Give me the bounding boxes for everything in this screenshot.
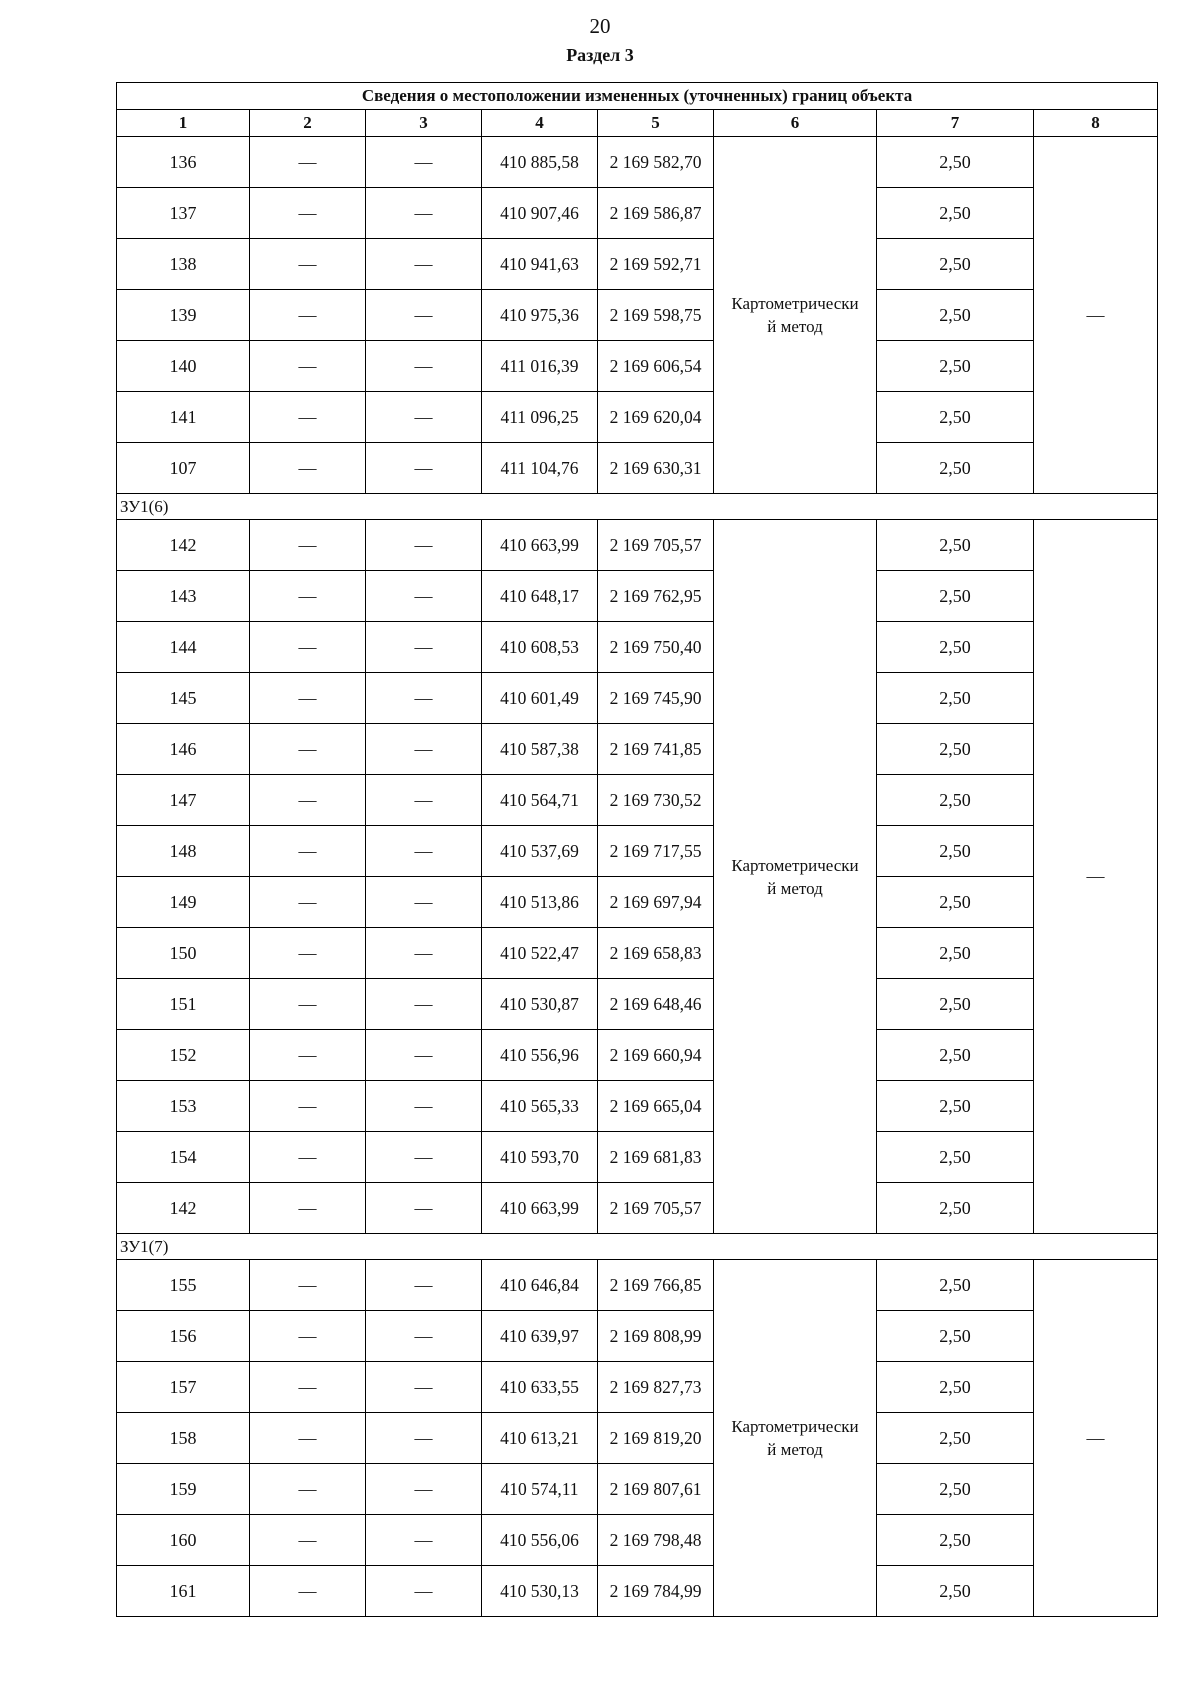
accuracy-cell: 2,50 <box>877 1311 1034 1362</box>
table-row <box>117 979 1158 1030</box>
point-number-cell: 146 <box>117 724 250 775</box>
column-3-cell: — <box>366 826 482 877</box>
x-coordinate-cell: 410 601,49 <box>482 673 598 724</box>
column-3-cell: — <box>366 775 482 826</box>
section-title: Раздел 3 <box>566 45 634 65</box>
column-2-cell: — <box>250 137 366 188</box>
column-3-cell: — <box>366 1464 482 1515</box>
point-number-cell: 150 <box>117 928 250 979</box>
column-2-cell: — <box>250 392 366 443</box>
table-title: Сведения о местоположении измененных (уточненных) границ объекта <box>117 83 1158 110</box>
accuracy-cell: 2,50 <box>877 1515 1034 1566</box>
column-3-cell: — <box>366 239 482 290</box>
point-number-cell: 151 <box>117 979 250 1030</box>
y-coordinate-cell: 2 169 762,95 <box>598 571 714 622</box>
x-coordinate-cell: 410 941,63 <box>482 239 598 290</box>
column-number: 4 <box>482 110 598 137</box>
table-body <box>117 137 1158 1617</box>
column-number: 1 <box>117 110 250 137</box>
method-text-line: Картометрически <box>731 855 859 875</box>
x-coordinate-cell: 410 608,53 <box>482 622 598 673</box>
y-coordinate-cell: 2 169 705,57 <box>598 1183 714 1234</box>
column-2-cell: — <box>250 1260 366 1311</box>
column-3-cell: — <box>366 877 482 928</box>
column-2-cell: — <box>250 826 366 877</box>
column-2-cell: — <box>250 239 366 290</box>
point-number-cell: 136 <box>117 137 250 188</box>
x-coordinate-cell: 411 016,39 <box>482 341 598 392</box>
method-cell <box>714 137 877 494</box>
column-3-cell: — <box>366 1260 482 1311</box>
accuracy-cell: 2,50 <box>877 1362 1034 1413</box>
y-coordinate-cell: 2 169 798,48 <box>598 1515 714 1566</box>
column-3-cell: — <box>366 979 482 1030</box>
page-number: 20 <box>589 14 611 38</box>
column-2-cell: — <box>250 1311 366 1362</box>
column-2-cell: — <box>250 622 366 673</box>
y-coordinate-cell: 2 169 766,85 <box>598 1260 714 1311</box>
column-2-cell: — <box>250 1362 366 1413</box>
x-coordinate-cell: 410 574,11 <box>482 1464 598 1515</box>
accuracy-cell: 2,50 <box>877 137 1034 188</box>
accuracy-cell: 2,50 <box>877 1260 1034 1311</box>
point-number-cell: 153 <box>117 1081 250 1132</box>
x-coordinate-cell: 410 593,70 <box>482 1132 598 1183</box>
column-3-cell: — <box>366 137 482 188</box>
column-2-cell: — <box>250 1515 366 1566</box>
x-coordinate-cell: 410 530,13 <box>482 1566 598 1617</box>
y-coordinate-cell: 2 169 658,83 <box>598 928 714 979</box>
y-coordinate-cell: 2 169 827,73 <box>598 1362 714 1413</box>
point-number-cell: 161 <box>117 1566 250 1617</box>
y-coordinate-cell: 2 169 586,87 <box>598 188 714 239</box>
column-2-cell: — <box>250 1081 366 1132</box>
table-row <box>117 392 1158 443</box>
point-number-cell: 144 <box>117 622 250 673</box>
group-header-row <box>117 494 1158 520</box>
column-2-cell: — <box>250 1464 366 1515</box>
column-2-cell: — <box>250 928 366 979</box>
accuracy-cell: 2,50 <box>877 392 1034 443</box>
table-row <box>117 137 1158 188</box>
column-2-cell: — <box>250 520 366 571</box>
point-number-cell: 107 <box>117 443 250 494</box>
accuracy-cell: 2,50 <box>877 775 1034 826</box>
point-number-cell: 156 <box>117 1311 250 1362</box>
column-3-cell: — <box>366 1566 482 1617</box>
y-coordinate-cell: 2 169 750,40 <box>598 622 714 673</box>
table-row <box>117 1030 1158 1081</box>
method-text-line: й метод <box>767 1440 823 1459</box>
column-2-cell: — <box>250 188 366 239</box>
column-2-cell: — <box>250 1030 366 1081</box>
accuracy-cell: 2,50 <box>877 928 1034 979</box>
point-number-cell: 139 <box>117 290 250 341</box>
method-text-line: й метод <box>767 317 823 336</box>
column-2-cell: — <box>250 1132 366 1183</box>
point-number-cell: 148 <box>117 826 250 877</box>
column-3-cell: — <box>366 1030 482 1081</box>
table-row <box>117 443 1158 494</box>
point-number-cell: 143 <box>117 571 250 622</box>
table-row <box>117 341 1158 392</box>
column-3-cell: — <box>366 1413 482 1464</box>
point-number-cell: 155 <box>117 1260 250 1311</box>
column-3-cell: — <box>366 188 482 239</box>
point-number-cell: 158 <box>117 1413 250 1464</box>
method-text-line: й метод <box>767 878 823 898</box>
table-row <box>117 622 1158 673</box>
accuracy-cell: 2,50 <box>877 826 1034 877</box>
y-coordinate-cell: 2 169 784,99 <box>598 1566 714 1617</box>
x-coordinate-cell: 411 104,76 <box>482 443 598 494</box>
table-row <box>117 188 1158 239</box>
point-number-cell: 154 <box>117 1132 250 1183</box>
table-row <box>117 571 1158 622</box>
y-coordinate-cell: 2 169 681,83 <box>598 1132 714 1183</box>
column-number: 3 <box>366 110 482 137</box>
y-coordinate-cell: 2 169 807,61 <box>598 1464 714 1515</box>
column-3-cell: — <box>366 1132 482 1183</box>
method-cell <box>714 520 877 1234</box>
table-row <box>117 1260 1158 1311</box>
x-coordinate-cell: 410 646,84 <box>482 1260 598 1311</box>
x-coordinate-cell: 410 564,71 <box>482 775 598 826</box>
column-number: 8 <box>1034 110 1158 137</box>
method-cell <box>714 1260 877 1617</box>
column-3-cell: — <box>366 622 482 673</box>
accuracy-cell: 2,50 <box>877 979 1034 1030</box>
column-3-cell: — <box>366 443 482 494</box>
y-coordinate-cell: 2 169 705,57 <box>598 520 714 571</box>
x-coordinate-cell: 410 556,96 <box>482 1030 598 1081</box>
table-row <box>117 928 1158 979</box>
table-row <box>117 1515 1158 1566</box>
accuracy-cell: 2,50 <box>877 290 1034 341</box>
point-number-cell: 159 <box>117 1464 250 1515</box>
accuracy-cell: 2,50 <box>877 877 1034 928</box>
column-3-cell: — <box>366 928 482 979</box>
table-row <box>117 724 1158 775</box>
table-row <box>117 1081 1158 1132</box>
point-number-cell: 137 <box>117 188 250 239</box>
y-coordinate-cell: 2 169 630,31 <box>598 443 714 494</box>
x-coordinate-cell: 410 907,46 <box>482 188 598 239</box>
point-number-cell: 142 <box>117 520 250 571</box>
point-number-cell: 160 <box>117 1515 250 1566</box>
group-label: ЗУ1(6) <box>117 494 1158 520</box>
y-coordinate-cell: 2 169 741,85 <box>598 724 714 775</box>
accuracy-cell: 2,50 <box>877 1413 1034 1464</box>
column-number: 7 <box>877 110 1034 137</box>
method-text-line: Картометрически <box>731 1417 859 1436</box>
column-3-cell: — <box>366 1183 482 1234</box>
table-row <box>117 826 1158 877</box>
column-3-cell: — <box>366 571 482 622</box>
y-coordinate-cell: 2 169 620,04 <box>598 392 714 443</box>
table-row <box>117 520 1158 571</box>
accuracy-cell: 2,50 <box>877 571 1034 622</box>
point-number-cell: 145 <box>117 673 250 724</box>
x-coordinate-cell: 410 556,06 <box>482 1515 598 1566</box>
column-8-cell: — <box>1034 1260 1158 1617</box>
y-coordinate-cell: 2 169 697,94 <box>598 877 714 928</box>
column-number: 6 <box>714 110 877 137</box>
column-3-cell: — <box>366 673 482 724</box>
column-2-cell: — <box>250 1413 366 1464</box>
column-8-cell: — <box>1034 520 1158 1234</box>
y-coordinate-cell: 2 169 730,52 <box>598 775 714 826</box>
point-number-cell: 141 <box>117 392 250 443</box>
column-3-cell: — <box>366 1311 482 1362</box>
x-coordinate-cell: 410 537,69 <box>482 826 598 877</box>
accuracy-cell: 2,50 <box>877 1183 1034 1234</box>
table-row <box>117 1183 1158 1234</box>
table-row <box>117 1413 1158 1464</box>
point-number-cell: 157 <box>117 1362 250 1413</box>
y-coordinate-cell: 2 169 592,71 <box>598 239 714 290</box>
y-coordinate-cell: 2 169 819,20 <box>598 1413 714 1464</box>
accuracy-cell: 2,50 <box>877 1030 1034 1081</box>
accuracy-cell: 2,50 <box>877 520 1034 571</box>
accuracy-cell: 2,50 <box>877 1081 1034 1132</box>
column-number-row <box>117 110 1158 137</box>
accuracy-cell: 2,50 <box>877 724 1034 775</box>
accuracy-cell: 2,50 <box>877 673 1034 724</box>
table-row <box>117 1362 1158 1413</box>
x-coordinate-cell: 410 587,38 <box>482 724 598 775</box>
column-3-cell: — <box>366 392 482 443</box>
x-coordinate-cell: 411 096,25 <box>482 392 598 443</box>
x-coordinate-cell: 410 663,99 <box>482 520 598 571</box>
x-coordinate-cell: 410 522,47 <box>482 928 598 979</box>
point-number-cell: 149 <box>117 877 250 928</box>
column-2-cell: — <box>250 571 366 622</box>
accuracy-cell: 2,50 <box>877 341 1034 392</box>
point-number-cell: 142 <box>117 1183 250 1234</box>
column-2-cell: — <box>250 877 366 928</box>
x-coordinate-cell: 410 633,55 <box>482 1362 598 1413</box>
y-coordinate-cell: 2 169 648,46 <box>598 979 714 1030</box>
x-coordinate-cell: 410 613,21 <box>482 1413 598 1464</box>
method-text-line: Картометрически <box>731 294 859 313</box>
table-row <box>117 877 1158 928</box>
point-number-cell: 152 <box>117 1030 250 1081</box>
point-number-cell: 147 <box>117 775 250 826</box>
column-3-cell: — <box>366 520 482 571</box>
accuracy-cell: 2,50 <box>877 622 1034 673</box>
column-2-cell: — <box>250 775 366 826</box>
point-number-cell: 138 <box>117 239 250 290</box>
accuracy-cell: 2,50 <box>877 1132 1034 1183</box>
column-2-cell: — <box>250 1566 366 1617</box>
y-coordinate-cell: 2 169 598,75 <box>598 290 714 341</box>
x-coordinate-cell: 410 513,86 <box>482 877 598 928</box>
group-label: ЗУ1(7) <box>117 1234 1158 1260</box>
column-number: 2 <box>250 110 366 137</box>
x-coordinate-cell: 410 639,97 <box>482 1311 598 1362</box>
y-coordinate-cell: 2 169 665,04 <box>598 1081 714 1132</box>
y-coordinate-cell: 2 169 745,90 <box>598 673 714 724</box>
column-2-cell: — <box>250 979 366 1030</box>
column-2-cell: — <box>250 1183 366 1234</box>
column-3-cell: — <box>366 290 482 341</box>
x-coordinate-cell: 410 565,33 <box>482 1081 598 1132</box>
y-coordinate-cell: 2 169 660,94 <box>598 1030 714 1081</box>
column-3-cell: — <box>366 341 482 392</box>
column-3-cell: — <box>366 1362 482 1413</box>
table-row <box>117 1566 1158 1617</box>
y-coordinate-cell: 2 169 606,54 <box>598 341 714 392</box>
column-2-cell: — <box>250 290 366 341</box>
x-coordinate-cell: 410 663,99 <box>482 1183 598 1234</box>
accuracy-cell: 2,50 <box>877 1566 1034 1617</box>
column-3-cell: — <box>366 724 482 775</box>
accuracy-cell: 2,50 <box>877 188 1034 239</box>
point-number-cell: 140 <box>117 341 250 392</box>
table-row <box>117 1464 1158 1515</box>
table-row <box>117 239 1158 290</box>
column-2-cell: — <box>250 341 366 392</box>
y-coordinate-cell: 2 169 582,70 <box>598 137 714 188</box>
table-row <box>117 1132 1158 1183</box>
column-2-cell: — <box>250 724 366 775</box>
accuracy-cell: 2,50 <box>877 443 1034 494</box>
x-coordinate-cell: 410 975,36 <box>482 290 598 341</box>
column-3-cell: — <box>366 1515 482 1566</box>
boundary-coordinates-table <box>116 82 1158 1617</box>
y-coordinate-cell: 2 169 808,99 <box>598 1311 714 1362</box>
table-row <box>117 673 1158 724</box>
accuracy-cell: 2,50 <box>877 1464 1034 1515</box>
column-2-cell: — <box>250 673 366 724</box>
y-coordinate-cell: 2 169 717,55 <box>598 826 714 877</box>
group-header-row <box>117 1234 1158 1260</box>
column-3-cell: — <box>366 1081 482 1132</box>
column-number: 5 <box>598 110 714 137</box>
column-8-cell: — <box>1034 137 1158 494</box>
table-row <box>117 1311 1158 1362</box>
table-row <box>117 290 1158 341</box>
x-coordinate-cell: 410 885,58 <box>482 137 598 188</box>
x-coordinate-cell: 410 530,87 <box>482 979 598 1030</box>
table-row <box>117 775 1158 826</box>
accuracy-cell: 2,50 <box>877 239 1034 290</box>
x-coordinate-cell: 410 648,17 <box>482 571 598 622</box>
column-2-cell: — <box>250 443 366 494</box>
